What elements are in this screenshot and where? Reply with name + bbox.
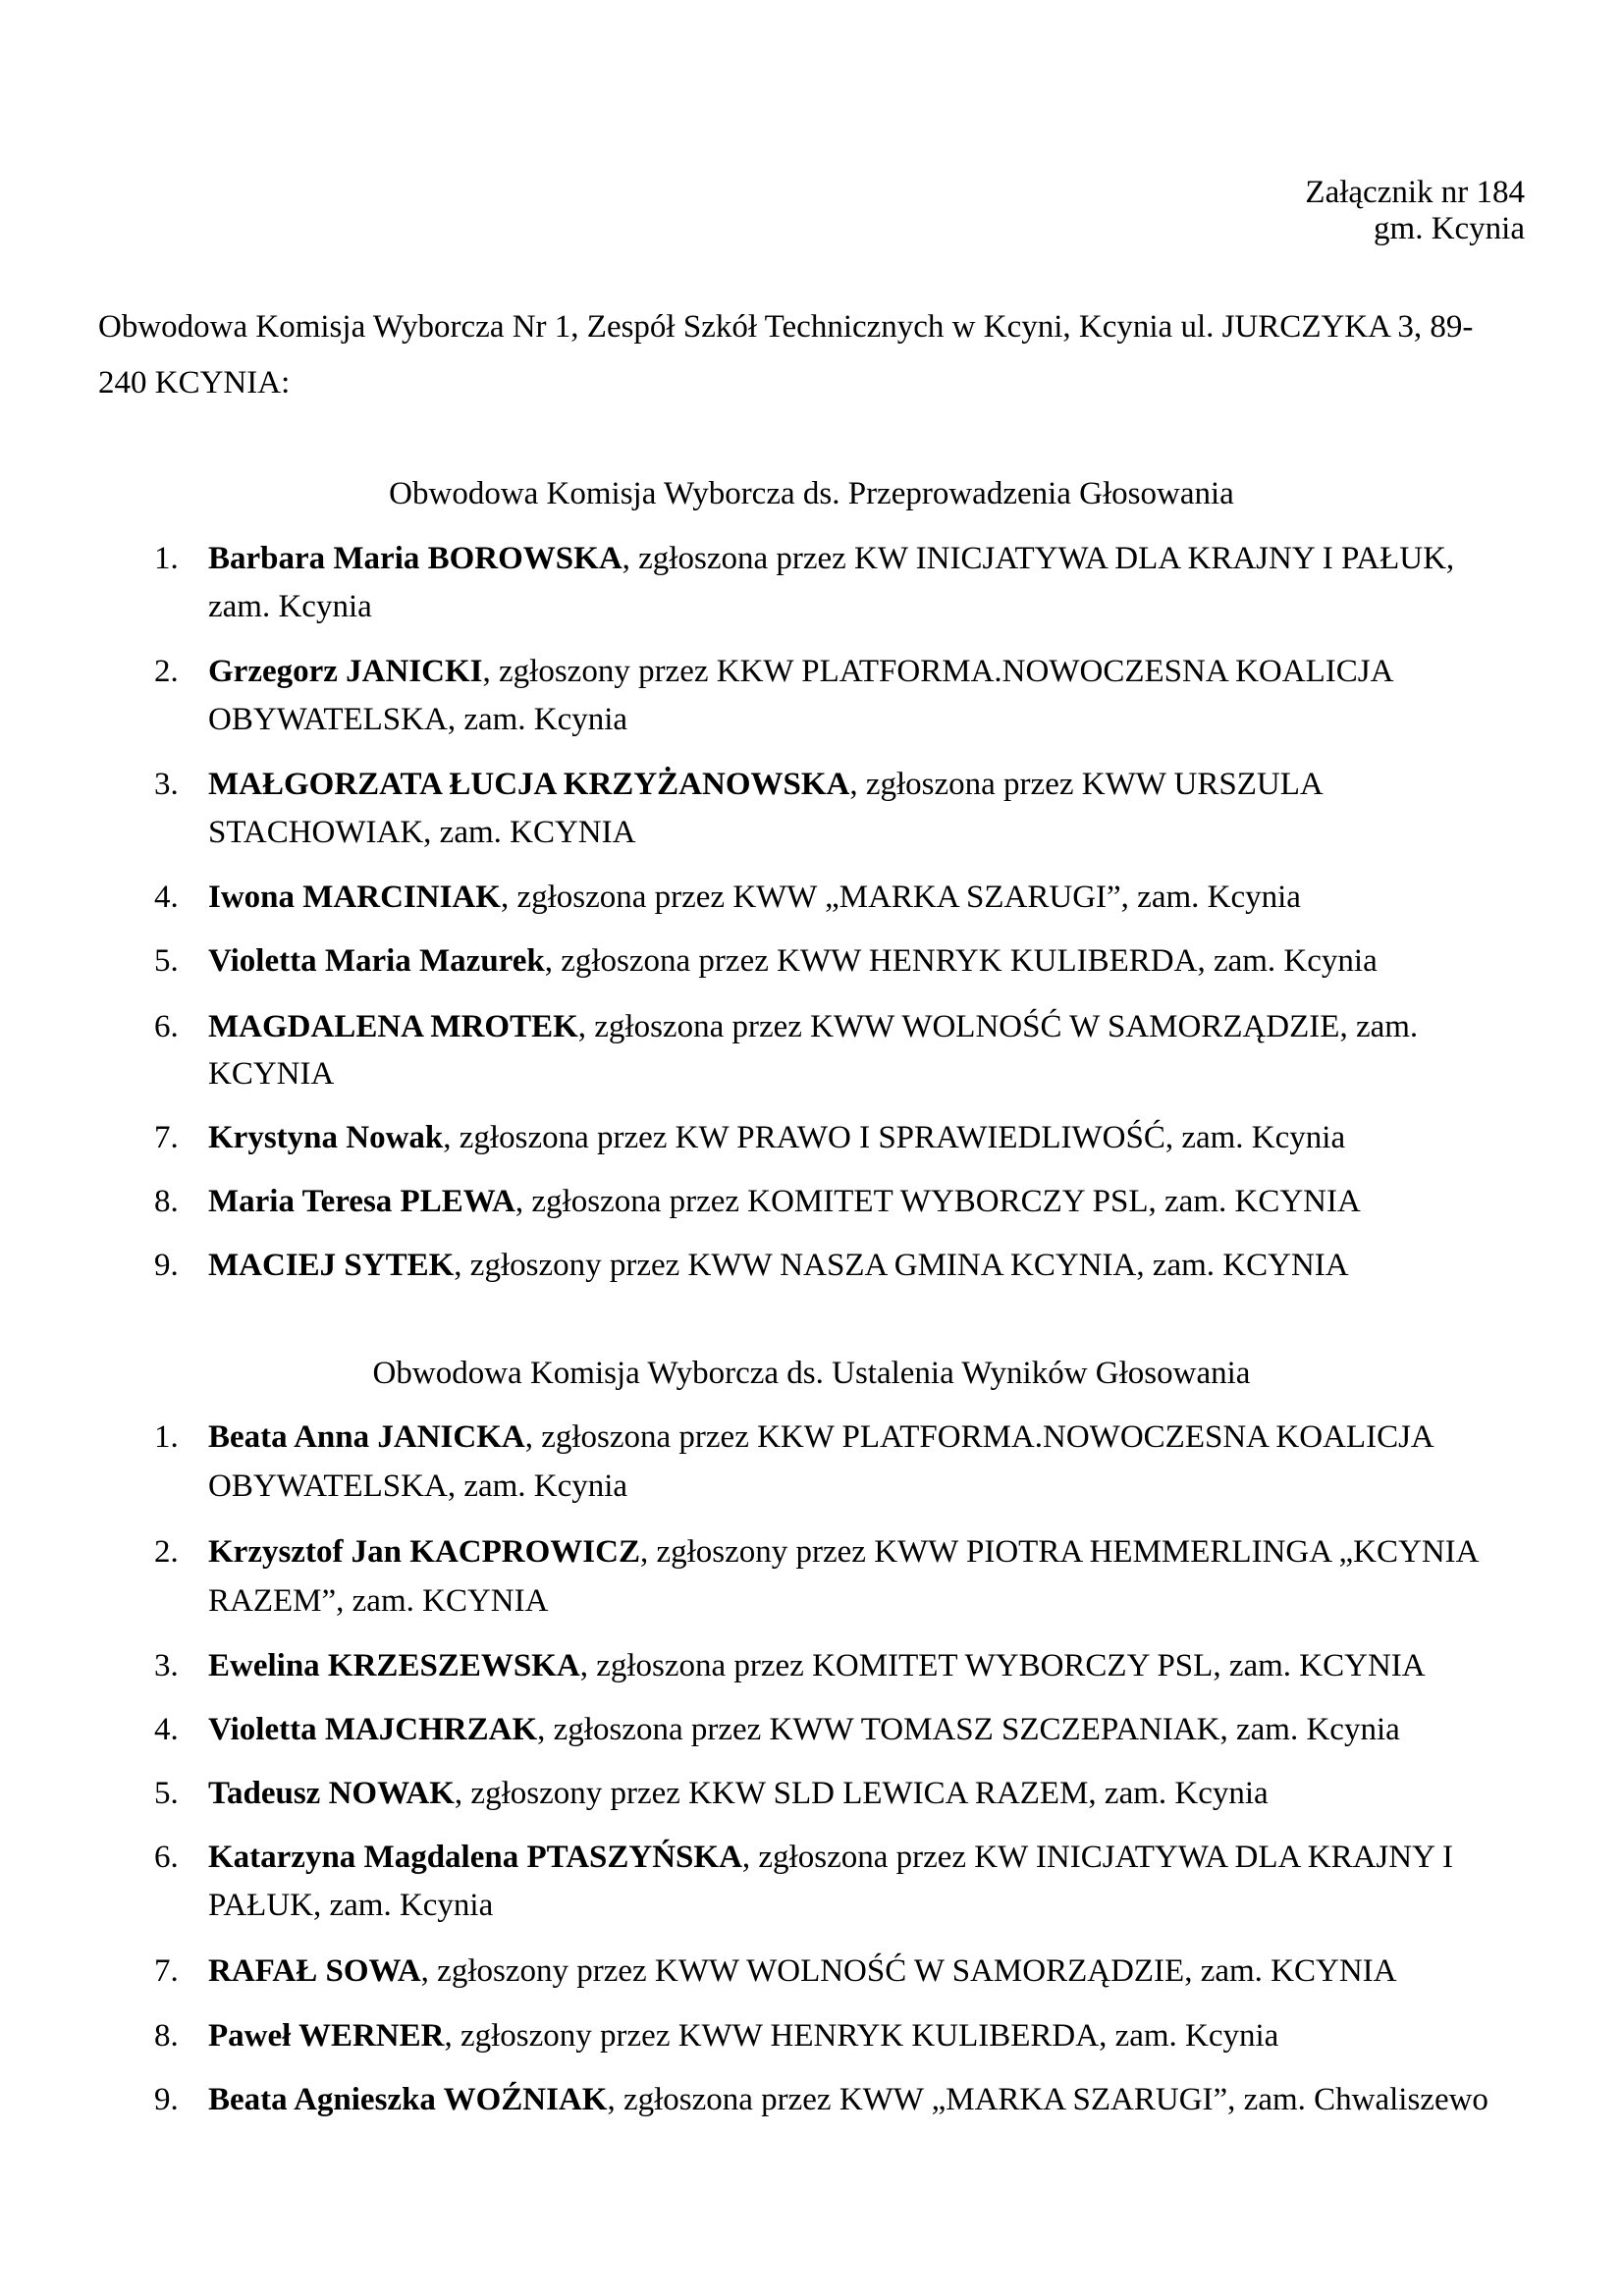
member-name: Barbara Maria BOROWSKA: [208, 541, 622, 576]
list-item: [208, 1186, 1361, 1218]
list-number: 8.: [154, 2018, 179, 2054]
section-title: Obwodowa Komisja Wyborcza ds. Ustalenia Wyników Głosowania: [372, 1356, 1251, 1391]
municipality: gm. Kcynia: [1374, 211, 1525, 246]
member-name: Krzysztof Jan KACPROWICZ: [208, 1534, 640, 1570]
member-details-cont: PAŁUK, zam. Kcynia: [208, 1888, 494, 1923]
list-number: 6.: [154, 1840, 179, 1875]
member-name: Maria Teresa PLEWA: [208, 1184, 515, 1219]
member-details-cont: zam. Kcynia: [208, 589, 372, 624]
member-details-cont: RAZEM”, zam. KCYNIA: [208, 1583, 549, 1619]
list-item: [208, 1250, 1349, 1282]
commission-address-line1: Obwodowa Komisja Wyborcza Nr 1, Zespół Szkół Technicznych w Kcyni, Kcynia ul. JURCZYKA 3, 89-: [98, 309, 1474, 345]
list-number: 3.: [154, 767, 179, 802]
list-number: 9.: [154, 1248, 179, 1283]
member-name: Iwona MARCINIAK: [208, 880, 501, 915]
list-item: [208, 656, 1393, 688]
member-name: Krystyna Nowak: [208, 1120, 444, 1155]
section-title: Obwodowa Komisja Wyborcza ds. Przeprowadzenia Głosowania: [389, 476, 1234, 511]
member-name: Ewelina KRZESZEWSKA: [208, 1648, 580, 1683]
member-name: Katarzyna Magdalena PTASZYŃSKA: [208, 1840, 742, 1875]
member-name: MAŁGORZATA ŁUCJA KRZYŻANOWSKA: [208, 767, 850, 802]
list-item: [208, 2020, 1278, 2053]
member-name: MAGDALENA MROTEK: [208, 1009, 578, 1044]
list-number: 3.: [154, 1648, 179, 1683]
member-details: , zgłoszona przez KW INICJATYWA DLA KRAJNY I PAŁUK,: [622, 541, 1455, 576]
list-item: [208, 1011, 1418, 1043]
list-number: 5.: [154, 1776, 179, 1811]
member-details-cont: KCYNIA: [208, 1056, 335, 1092]
member-name: Violetta Maria Mazurek: [208, 943, 545, 979]
list-item: [208, 945, 1378, 978]
list-number: 6.: [154, 1009, 179, 1044]
member-name: MACIEJ SYTEK: [208, 1248, 455, 1283]
list-item: [208, 1955, 1397, 1988]
member-details: , zgłoszony przez KKW PLATFORMA.NOWOCZESNA KOALICJA: [482, 654, 1394, 689]
member-details: , zgłoszona przez KWW URSZULA: [849, 767, 1324, 802]
list-item: [208, 1842, 1453, 1874]
member-details: , zgłoszona przez KOMITET WYBORCZY PSL, zam. KCYNIA: [579, 1648, 1426, 1683]
list-item: [208, 1122, 1345, 1154]
list-item: [208, 881, 1301, 914]
member-name: Violetta MAJCHRZAK: [208, 1712, 538, 1747]
member-name: Beata Anna JANICKA: [208, 1419, 525, 1455]
list-item: [208, 1650, 1426, 1682]
commission-address-line2: 240 KCYNIA:: [98, 365, 291, 400]
list-number: 1.: [154, 1419, 179, 1455]
list-item: [208, 2084, 1488, 2116]
list-number: 1.: [154, 541, 179, 576]
member-details-cont: OBYWATELSKA, zam. Kcynia: [208, 702, 628, 737]
list-number: 7.: [154, 1120, 179, 1155]
list-item: [208, 543, 1454, 575]
member-details: , zgłoszony przez KWW NASZA GMINA KCYNIA, zam. KCYNIA: [454, 1248, 1349, 1283]
list-number: 8.: [154, 1184, 179, 1219]
member-details-cont: OBYWATELSKA, zam. Kcynia: [208, 1468, 628, 1504]
list-item: [208, 769, 1324, 801]
list-number: 7.: [154, 1953, 179, 1989]
list-number: 4.: [154, 1712, 179, 1747]
member-name: Grzegorz JANICKI: [208, 654, 483, 689]
member-details: , zgłoszona przez KWW „MARKA SZARUGI”, zam. Kcynia: [500, 880, 1301, 915]
member-details: , zgłoszony przez KWW WOLNOŚĆ W SAMORZĄDZIE, zam. KCYNIA: [420, 1953, 1397, 1989]
member-details: , zgłoszona przez KWW TOMASZ SZCZEPANIAK, zam. Kcynia: [537, 1712, 1400, 1747]
list-number: 9.: [154, 2082, 179, 2117]
list-item: [208, 1421, 1434, 1454]
member-details-cont: STACHOWIAK, zam. KCYNIA: [208, 815, 636, 850]
member-details: , zgłoszona przez KKW PLATFORMA.NOWOCZESNA KOALICJA: [524, 1419, 1434, 1455]
list-item: [208, 1536, 1479, 1569]
member-name: Beata Agnieszka WOŹNIAK: [208, 2082, 608, 2117]
member-details: , zgłoszony przez KWW HENRYK KULIBERDA, zam. Kcynia: [444, 2018, 1279, 2054]
member-name: Paweł WERNER: [208, 2018, 445, 2054]
member-details: , zgłoszona przez KWW HENRYK KULIBERDA, zam. Kcynia: [544, 943, 1378, 979]
member-details: , zgłoszona przez KW PRAWO I SPRAWIEDLIWOŚĆ, zam. Kcynia: [443, 1120, 1346, 1155]
list-number: 2.: [154, 1534, 179, 1570]
list-number: 4.: [154, 880, 179, 915]
member-details: , zgłoszona przez KOMITET WYBORCZY PSL, zam. KCYNIA: [514, 1184, 1361, 1219]
list-number: 2.: [154, 654, 179, 689]
attachment-number: Załącznik nr 184: [1305, 175, 1525, 210]
member-details: , zgłoszona przez KWW WOLNOŚĆ W SAMORZĄDZIE, zam.: [577, 1009, 1419, 1044]
member-details: , zgłoszony przez KKW SLD LEWICA RAZEM, zam. Kcynia: [454, 1776, 1269, 1811]
list-item: [208, 1714, 1400, 1746]
member-details: , zgłoszony przez KWW PIOTRA HEMMERLINGA „KCYNIA: [639, 1534, 1480, 1570]
member-name: Tadeusz NOWAK: [208, 1776, 455, 1811]
list-number: 5.: [154, 943, 179, 979]
member-name: RAFAŁ SOWA: [208, 1953, 421, 1989]
list-item: [208, 1778, 1269, 1810]
member-details: , zgłoszona przez KW INICJATYWA DLA KRAJNY I: [741, 1840, 1453, 1875]
member-details: , zgłoszona przez KWW „MARKA SZARUGI”, zam. Chwaliszewo: [607, 2082, 1488, 2117]
